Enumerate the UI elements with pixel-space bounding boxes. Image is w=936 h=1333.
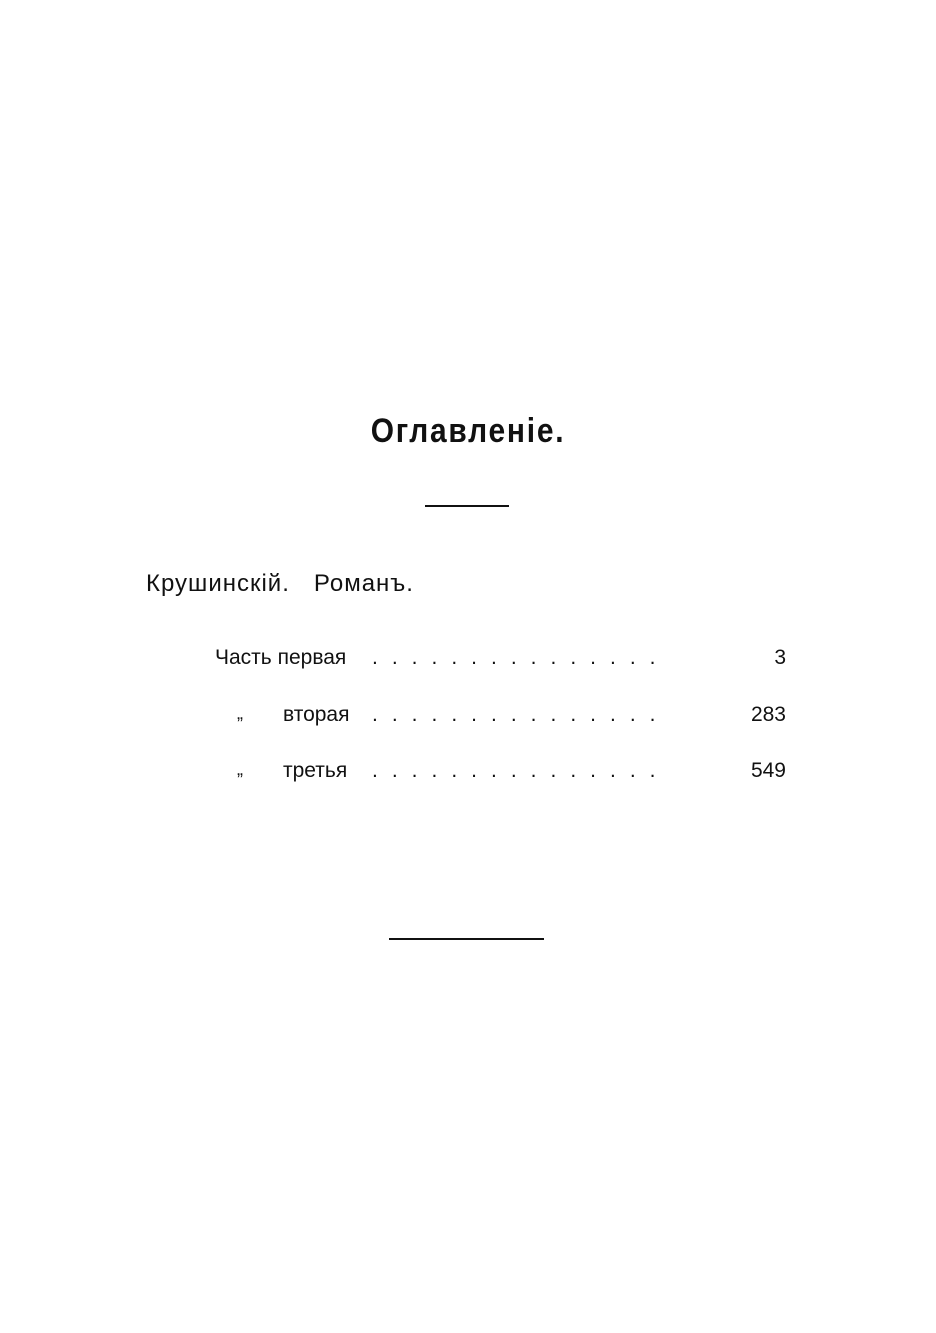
work-genre: Романъ. [313,570,414,597]
toc-leader-dots: ............... [372,759,670,782]
closing-rule [389,938,544,940]
toc-entry-page-number: 283 [750,703,786,726]
toc-entry-ditto-mark: „ [237,759,243,779]
toc-entry [0,703,936,735]
page-title: Оглавленіе. [370,412,566,450]
toc-entry-part-label: Часть первая [215,646,347,669]
toc-entry [0,646,936,678]
toc-entry-page-number: 3 [774,646,786,669]
toc-leader-dots: ............... [372,703,670,726]
work-author: Крушинскій. [146,570,290,597]
toc-entry-ditto-mark: „ [237,703,243,723]
toc-entry-part-name: вторая [283,703,350,726]
work-heading [146,570,414,598]
toc-entry [0,759,936,791]
toc-entry-part-name: третья [283,759,348,782]
title-rule [425,505,509,507]
toc-entry-page-number: 549 [750,759,786,782]
toc-leader-dots: ............... [372,646,670,669]
